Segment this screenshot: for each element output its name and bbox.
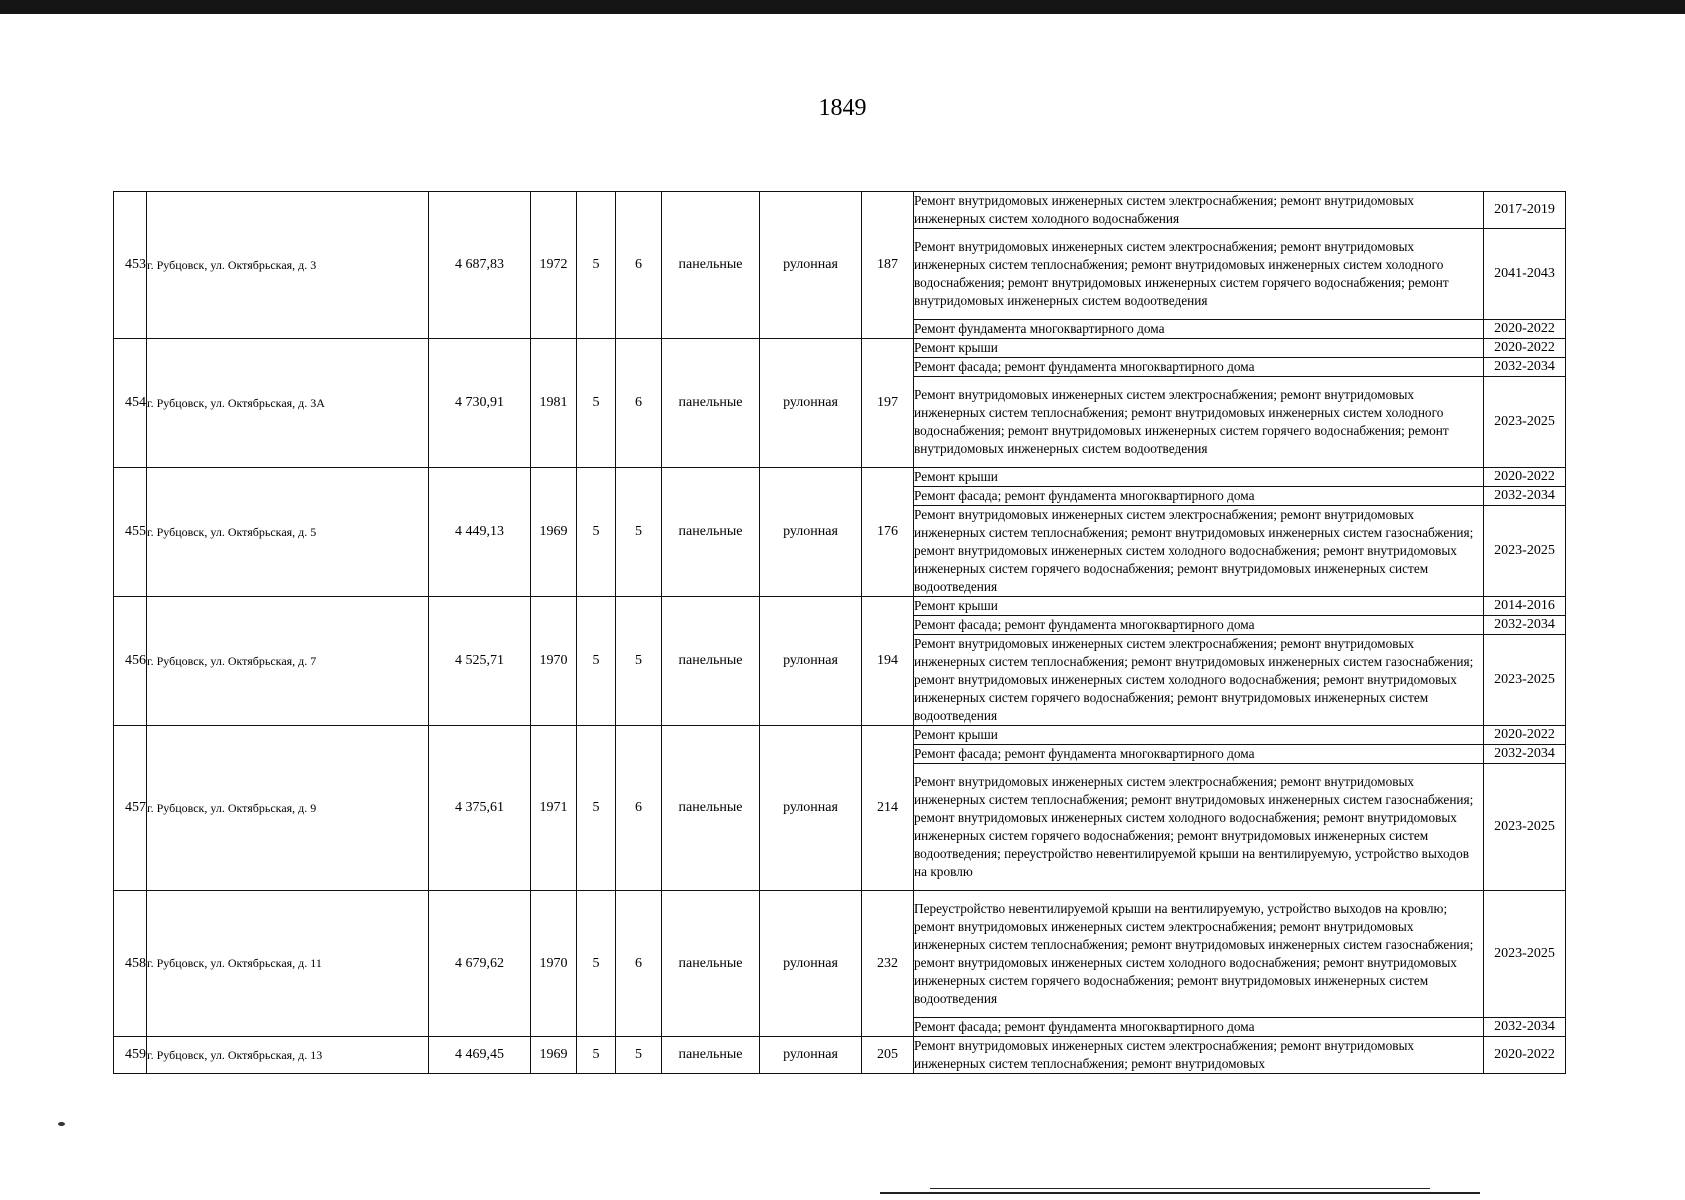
wall-material-cell: панельные (662, 726, 760, 891)
work-description-cell: Ремонт внутридомовых инженерных систем электроснабжения; ремонт внутридомовых инженерных систем теплоснабжения; ремонт внутридомовых инженерных систем газоснабжения; ремонт внутридомовых инженерных систем холодного водоснабжения; ремонт внутридомовых инженерных систем горячего водоснабжения; ремонт внутридомовых инженерных систем водоотведения (914, 635, 1484, 726)
scan-bottom-line (930, 1188, 1430, 1189)
address-cell: г. Рубцовск, ул. Октябрьская, д. 3 (147, 192, 429, 339)
address-cell: г. Рубцовск, ул. Октябрьская, д. 13 (147, 1037, 429, 1074)
residents-cell: 214 (862, 726, 914, 891)
work-description-cell: Ремонт фундамента многоквартирного дома (914, 320, 1484, 339)
work-description-cell: Ремонт фасада; ремонт фундамента многоквартирного дома (914, 487, 1484, 506)
entrances-cell: 5 (616, 468, 662, 597)
year-cell: 1972 (531, 192, 577, 339)
row-number: 456 (114, 597, 147, 726)
work-period-cell: 2020-2022 (1484, 339, 1566, 358)
address-cell: г. Рубцовск, ул. Октябрьская, д. 7 (147, 597, 429, 726)
row-number: 454 (114, 339, 147, 468)
work-period-cell: 2023-2025 (1484, 377, 1566, 468)
work-period-cell: 2020-2022 (1484, 1037, 1566, 1074)
page-number: 1849 (818, 95, 867, 121)
work-period-cell: 2032-2034 (1484, 487, 1566, 506)
wall-material-cell: панельные (662, 192, 760, 339)
work-description-cell: Ремонт фасада; ремонт фундамента многоквартирного дома (914, 616, 1484, 635)
work-description-cell: Ремонт внутридомовых инженерных систем электроснабжения; ремонт внутридомовых инженерных систем теплоснабжения; ремонт внутридомовых инженерных систем холодного водоснабжения; ремонт внутридомовых инженерных систем горячего водоснабжения; ремонт внутридомовых инженерных систем водоотведения (914, 229, 1484, 320)
year-cell: 1971 (531, 726, 577, 891)
table-row (114, 726, 1566, 745)
work-description-cell: Ремонт крыши (914, 339, 1484, 358)
work-description-cell: Ремонт внутридомовых инженерных систем электроснабжения; ремонт внутридомовых инженерных систем теплоснабжения; ремонт внутридомовых (914, 1037, 1484, 1074)
row-number: 453 (114, 192, 147, 339)
table-row (114, 891, 1566, 1018)
work-description-cell: Ремонт фасада; ремонт фундамента многоквартирного дома (914, 1018, 1484, 1037)
floors-cell: 5 (577, 726, 616, 891)
wall-material-cell: панельные (662, 891, 760, 1037)
work-description-cell: Ремонт внутридомовых инженерных систем электроснабжения; ремонт внутридомовых инженерных систем теплоснабжения; ремонт внутридомовых инженерных систем газоснабжения; ремонт внутридомовых инженерных систем холодного водоснабжения; ремонт внутридомовых инженерных систем горячего водоснабжения; ремонт внутридомовых инженерных систем водоотведения (914, 506, 1484, 597)
scan-bottom-line (880, 1192, 1480, 1194)
floors-cell: 5 (577, 192, 616, 339)
address-cell: г. Рубцовск, ул. Октябрьская, д. 11 (147, 891, 429, 1037)
scan-top-edge (0, 0, 1685, 14)
year-cell: 1969 (531, 468, 577, 597)
work-period-cell: 2020-2022 (1484, 726, 1566, 745)
wall-material-cell: панельные (662, 339, 760, 468)
work-period-cell: 2032-2034 (1484, 745, 1566, 764)
work-description-cell: Ремонт крыши (914, 597, 1484, 616)
housing-register-table (113, 191, 1566, 1074)
floors-cell: 5 (577, 891, 616, 1037)
year-cell: 1969 (531, 1037, 577, 1074)
address-cell: г. Рубцовск, ул. Октябрьская, д. 5 (147, 468, 429, 597)
wall-material-cell: панельные (662, 468, 760, 597)
work-description-cell: Ремонт фасада; ремонт фундамента многоквартирного дома (914, 358, 1484, 377)
table-row (114, 597, 1566, 616)
work-period-cell: 2017-2019 (1484, 192, 1566, 229)
roof-type-cell: рулонная (760, 192, 862, 339)
scan-speck (58, 1122, 65, 1126)
entrances-cell: 6 (616, 339, 662, 468)
work-description-cell: Ремонт внутридомовых инженерных систем электроснабжения; ремонт внутридомовых инженерных систем теплоснабжения; ремонт внутридомовых инженерных систем газоснабжения; ремонт внутридомовых инженерных систем холодного водоснабжения; ремонт внутридомовых инженерных систем горячего водоснабжения; ремонт внутридомовых инженерных систем водоотведения; переустройство невентилируемой крыши на вентилируемую, устройство выходов на кровлю (914, 764, 1484, 891)
entrances-cell: 6 (616, 726, 662, 891)
wall-material-cell: панельные (662, 597, 760, 726)
work-description-cell: Ремонт крыши (914, 726, 1484, 745)
year-cell: 1970 (531, 891, 577, 1037)
residents-cell: 194 (862, 597, 914, 726)
floors-cell: 5 (577, 597, 616, 726)
work-period-cell: 2020-2022 (1484, 468, 1566, 487)
roof-type-cell: рулонная (760, 468, 862, 597)
work-description-cell: Ремонт внутридомовых инженерных систем электроснабжения; ремонт внутридомовых инженерных систем холодного водоснабжения (914, 192, 1484, 229)
row-number: 455 (114, 468, 147, 597)
work-period-cell: 2032-2034 (1484, 1018, 1566, 1037)
floors-cell: 5 (577, 1037, 616, 1074)
wall-material-cell: панельные (662, 1037, 760, 1074)
residents-cell: 197 (862, 339, 914, 468)
entrances-cell: 5 (616, 1037, 662, 1074)
work-period-cell: 2014-2016 (1484, 597, 1566, 616)
area-cell: 4 469,45 (429, 1037, 531, 1074)
area-cell: 4 730,91 (429, 339, 531, 468)
row-number: 458 (114, 891, 147, 1037)
work-description-cell: Переустройство невентилируемой крыши на вентилируемую, устройство выходов на кровлю; ремонт внутридомовых инженерных систем электроснабжения; ремонт внутридомовых инженерных систем теплоснабжения; ремонт внутридомовых инженерных систем газоснабжения; ремонт внутридомовых инженерных систем холодного водоснабжения; ремонт внутридомовых инженерных систем горячего водоснабжения; ремонт внутридомовых инженерных систем водоотведения (914, 891, 1484, 1018)
work-period-cell: 2032-2034 (1484, 358, 1566, 377)
work-period-cell: 2020-2022 (1484, 320, 1566, 339)
row-number: 459 (114, 1037, 147, 1074)
address-cell: г. Рубцовск, ул. Октябрьская, д. 9 (147, 726, 429, 891)
floors-cell: 5 (577, 468, 616, 597)
roof-type-cell: рулонная (760, 726, 862, 891)
year-cell: 1970 (531, 597, 577, 726)
floors-cell: 5 (577, 339, 616, 468)
area-cell: 4 449,13 (429, 468, 531, 597)
roof-type-cell: рулонная (760, 339, 862, 468)
work-period-cell: 2023-2025 (1484, 764, 1566, 891)
roof-type-cell: рулонная (760, 891, 862, 1037)
work-description-cell: Ремонт крыши (914, 468, 1484, 487)
area-cell: 4 687,83 (429, 192, 531, 339)
row-number: 457 (114, 726, 147, 891)
table-row (114, 1037, 1566, 1074)
work-period-cell: 2023-2025 (1484, 891, 1566, 1018)
work-period-cell: 2041-2043 (1484, 229, 1566, 320)
roof-type-cell: рулонная (760, 597, 862, 726)
work-period-cell: 2023-2025 (1484, 506, 1566, 597)
address-cell: г. Рубцовск, ул. Октябрьская, д. 3А (147, 339, 429, 468)
area-cell: 4 375,61 (429, 726, 531, 891)
residents-cell: 187 (862, 192, 914, 339)
work-description-cell: Ремонт внутридомовых инженерных систем электроснабжения; ремонт внутридомовых инженерных систем теплоснабжения; ремонт внутридомовых инженерных систем холодного водоснабжения; ремонт внутридомовых инженерных систем горячего водоснабжения; ремонт внутридомовых инженерных систем водоотведения (914, 377, 1484, 468)
year-cell: 1981 (531, 339, 577, 468)
work-period-cell: 2023-2025 (1484, 635, 1566, 726)
roof-type-cell: рулонная (760, 1037, 862, 1074)
work-period-cell: 2032-2034 (1484, 616, 1566, 635)
entrances-cell: 6 (616, 192, 662, 339)
table-row (114, 468, 1566, 487)
residents-cell: 205 (862, 1037, 914, 1074)
residents-cell: 176 (862, 468, 914, 597)
table-row (114, 192, 1566, 229)
entrances-cell: 6 (616, 891, 662, 1037)
entrances-cell: 5 (616, 597, 662, 726)
area-cell: 4 525,71 (429, 597, 531, 726)
residents-cell: 232 (862, 891, 914, 1037)
table-row (114, 339, 1566, 358)
area-cell: 4 679,62 (429, 891, 531, 1037)
work-description-cell: Ремонт фасада; ремонт фундамента многоквартирного дома (914, 745, 1484, 764)
